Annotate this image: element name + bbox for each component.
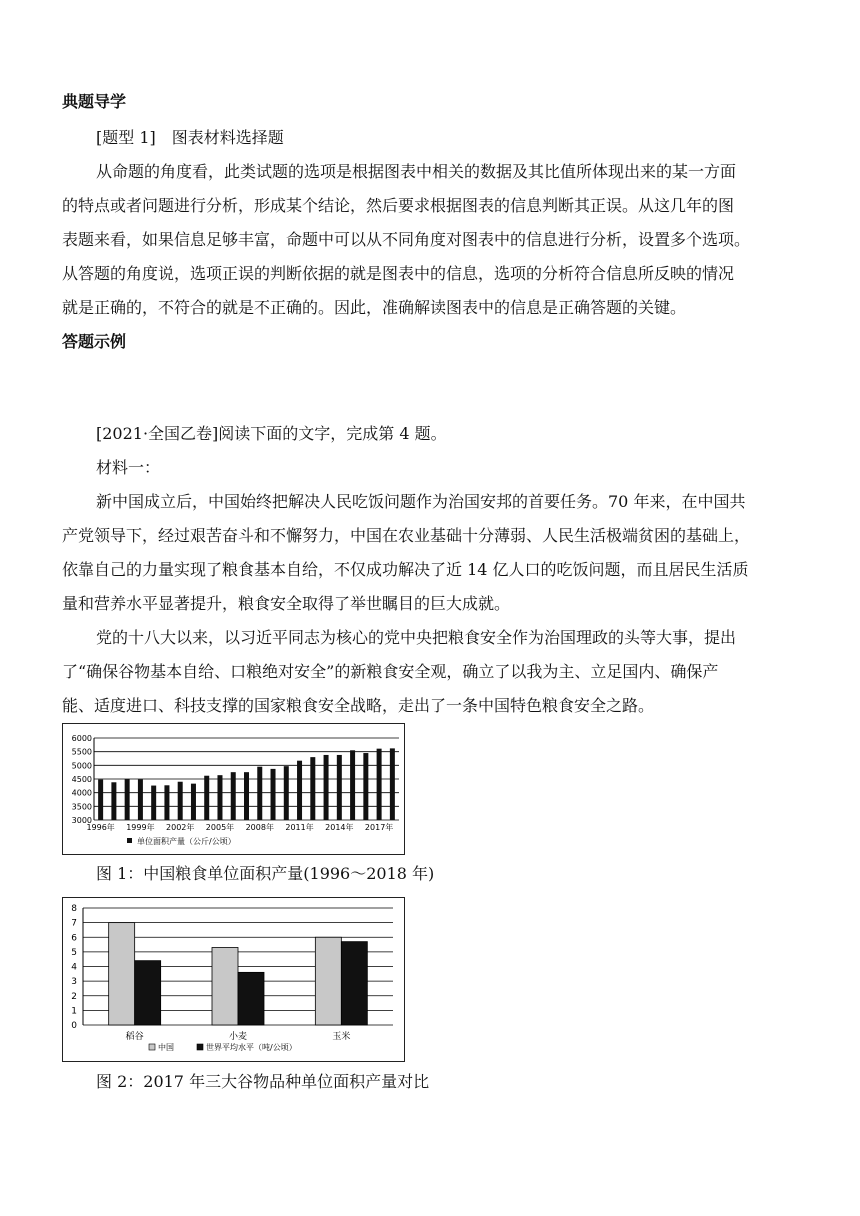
y-tick-label: 5000: [71, 761, 92, 771]
paragraph-line: 从答题的角度说，选项正误的判断依据的就是图表中的信息，选项的分析符合信息所反映的情况: [62, 264, 735, 283]
bar: [315, 937, 341, 1025]
legend-label: 中国: [158, 1043, 174, 1052]
section-heading-example: 答题示例: [62, 332, 127, 351]
paragraph-line: 产党领导下，经过艰苦奋斗和不懈努力，中国在农业基础十分薄弱、人民生活极端贫困的基础上，: [62, 526, 751, 545]
bar: [310, 757, 315, 820]
question-type-subheading: [题型 1] 图表材料选择题: [96, 128, 284, 147]
y-tick-label: 6: [71, 933, 77, 944]
y-tick-label: 7: [71, 918, 77, 929]
y-tick-label: 5: [71, 947, 77, 958]
x-tick-label: 2008年: [245, 823, 274, 832]
bar: [191, 784, 196, 820]
figure-2-caption: 图 2：2017 年三大谷物品种单位面积产量对比: [96, 1072, 430, 1091]
bar: [138, 779, 143, 820]
x-tick-label: 1996年: [86, 823, 115, 832]
bar: [341, 942, 367, 1025]
figure-1-chart: [62, 723, 405, 855]
y-tick-label: 8: [71, 904, 77, 914]
bar: [297, 761, 302, 820]
bar: [284, 766, 289, 820]
bar: [377, 749, 382, 820]
bar: [135, 961, 161, 1025]
x-tick-label: 稻谷: [125, 1032, 144, 1042]
paragraph-line: 就是正确的，不符合的就是不正确的。因此，准确解读图表中的信息是正确答题的关键。: [62, 298, 687, 317]
x-tick-label: 小麦: [228, 1032, 248, 1042]
material-label: 材料一：: [96, 458, 161, 477]
y-tick-label: 5500: [71, 747, 92, 757]
paragraph-line: 依靠自己的力量实现了粮食基本自给，不仅成功解决了近 14 亿人口的吃饭问题，而且居民生活质: [62, 560, 749, 579]
y-tick-label: 3: [71, 977, 77, 988]
y-tick-label: 1: [71, 1006, 77, 1017]
y-tick-label: 4: [71, 962, 77, 973]
bar: [178, 782, 183, 820]
paragraph-line: 量和营养水平显著提升，粮食安全取得了举世瞩目的巨大成就。: [62, 594, 511, 613]
bar: [231, 772, 236, 820]
bar: [109, 923, 135, 1025]
y-tick-label: 4000: [71, 788, 92, 798]
legend-swatch: [149, 1044, 155, 1050]
legend-label: 世界平均水平（吨/公顷）: [206, 1043, 297, 1052]
section-heading-guide: 典题导学: [62, 92, 127, 111]
bar: [217, 775, 222, 820]
paragraph-line: 表题来看，如果信息足够丰富，命题中可以从不同角度对图表中的信息进行分析，设置多个选项。: [62, 230, 751, 249]
y-tick-label: 3000: [71, 816, 92, 825]
bar: [151, 786, 156, 820]
bar: [111, 782, 116, 820]
bar: [337, 755, 342, 820]
y-tick-label: 2: [71, 991, 77, 1002]
bar: [238, 972, 264, 1025]
figure-1-caption: 图 1：中国粮食单位面积产量(1996～2018 年): [96, 864, 435, 883]
bar: [212, 947, 238, 1025]
paragraph-line: 党的十八大以来，以习近平同志为核心的党中央把粮食安全作为治国理政的头等大事，提出: [96, 628, 737, 647]
x-tick-label: 2011年: [285, 823, 314, 832]
paragraph-line: 新中国成立后，中国始终把解决人民吃饭问题作为治国安邦的首要任务。70 年来，在中国共: [96, 492, 746, 511]
bar: [204, 776, 209, 820]
figure-2-chart: [62, 897, 405, 1062]
bar: [257, 767, 262, 820]
legend-swatch: [127, 838, 132, 843]
x-tick-label: 2002年: [166, 823, 195, 832]
bar: [390, 748, 395, 820]
legend-label: 单位面积产量（公斤/公顷）: [137, 837, 236, 846]
legend-swatch: [197, 1044, 203, 1050]
x-tick-label: 1999年: [126, 823, 155, 832]
y-tick-label: 4500: [71, 775, 92, 784]
paragraph-line: 了“确保谷物基本自给、口粮绝对安全”的新粮食安全观，确立了以我为主、立足国内、确保产: [62, 662, 719, 681]
x-tick-label: 2014年: [325, 823, 354, 832]
bar: [350, 750, 355, 820]
bar: [98, 780, 103, 820]
figure-2-svg: [63, 898, 404, 1061]
figure-1-svg: [63, 724, 404, 854]
bar: [271, 769, 276, 820]
bar: [363, 753, 368, 820]
bar: [324, 755, 329, 820]
paragraph-line: 从命题的角度看，此类试题的选项是根据图表中相关的数据及其比值所体现出来的某一方面: [96, 162, 737, 181]
paragraph-line: 的特点或者问题进行分析，形成某个结论，然后要求根据图表的信息判断其正误。从这几年的图: [62, 196, 735, 215]
x-tick-label: 2017年: [364, 823, 394, 832]
y-tick-label: 0: [71, 1021, 77, 1031]
source-line: [2021·全国乙卷]阅读下面的文字，完成第 4 题。: [96, 424, 447, 443]
y-tick-label: 3500: [71, 802, 92, 812]
bar: [164, 785, 169, 820]
bar: [244, 772, 249, 820]
x-tick-label: 玉米: [332, 1032, 351, 1042]
x-tick-label: 2005年: [205, 823, 235, 832]
bar: [125, 779, 130, 820]
paragraph-line: 能、适度进口、科技支撑的国家粮食安全战略，走出了一条中国特色粮食安全之路。: [62, 696, 655, 715]
y-tick-label: 6000: [71, 734, 92, 743]
